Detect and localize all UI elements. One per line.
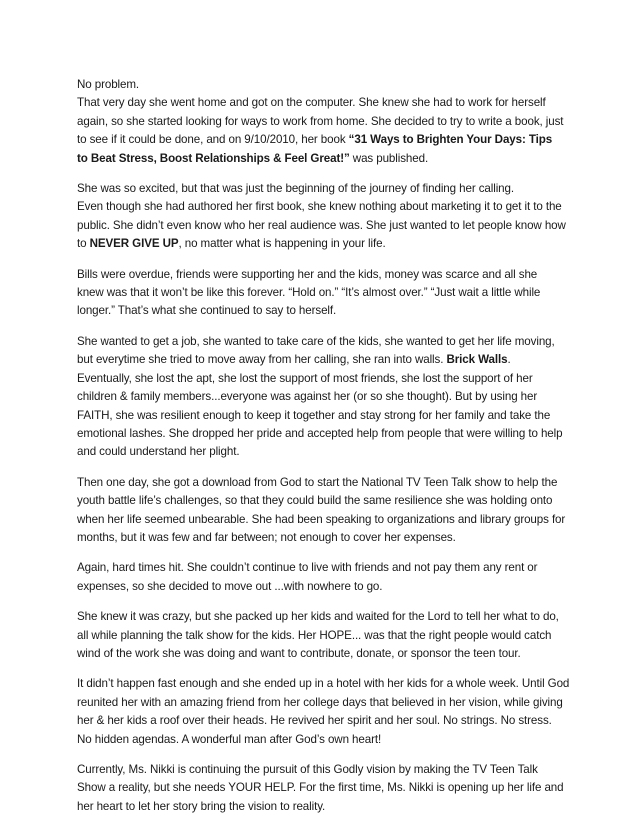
text-run: , no matter what is happening in your life. <box>178 237 386 251</box>
text-run: reunited her with an amazing friend from her college days that believed in her vision, while giving <box>77 695 563 709</box>
text-run: to see if it could be done, and on 9/10/2010, her book <box>77 133 349 147</box>
text-run: was published. <box>349 151 429 165</box>
text-line <box>77 351 577 369</box>
text-line <box>77 370 577 388</box>
text-line <box>77 180 577 198</box>
text-run: That very day she went home and got on the computer. She knew she had to work for herself <box>77 96 546 110</box>
text-run: longer.” That’s what she continued to say to herself. <box>77 304 337 318</box>
text-run: but everytime she tried to move away from her calling, she ran into walls. <box>77 353 447 367</box>
text-line <box>77 627 577 645</box>
text-run: Even though she had authored her first book, she knew nothing about marketing it to get it to the <box>77 200 562 214</box>
text-run: No hidden agendas. A wonderful man after God’s own heart! <box>77 732 382 746</box>
text-line <box>77 645 577 663</box>
text-line <box>77 235 577 253</box>
text-line <box>77 407 577 425</box>
text-line <box>77 217 577 235</box>
text-line <box>77 492 577 510</box>
bold-text: NEVER GIVE UP <box>89 237 179 251</box>
text-run: wind of the work she was doing and want to contribute, donate, or sponsor the teen tour. <box>77 646 521 660</box>
text-run: when her life seemed unbearable. She had been speaking to organizations and library groups for <box>77 512 566 526</box>
text-line <box>77 731 577 749</box>
text-line <box>77 284 577 302</box>
text-line <box>77 798 577 816</box>
bold-text: Brick Walls <box>446 353 508 367</box>
paragraph <box>77 675 577 749</box>
text-run: FAITH, she was resilient enough to keep it together and stay strong for her family and take the <box>77 408 551 422</box>
text-run: emotional lashes. She dropped her pride and accepted help from people that were willing to help <box>77 426 563 440</box>
text-line <box>77 559 577 577</box>
text-run: knew was that it won’t be like this forever. “Hold on.” “It’s almost over.” “Just wait a little while <box>77 286 541 300</box>
text-line <box>77 333 577 351</box>
text-run: all while planning the talk show for the kids. Her HOPE... was that the right people would catch <box>77 628 552 642</box>
text-line <box>77 76 577 94</box>
text-line <box>77 529 577 547</box>
text-run: She was so excited, but that was just the beginning of the journey of finding her calling. <box>77 182 514 196</box>
text-run: again, so she started looking for ways to work from home. She decided to try to write a book, just <box>77 114 564 128</box>
text-line <box>77 608 577 626</box>
text-line <box>77 511 577 529</box>
text-line <box>77 712 577 730</box>
text-run: to <box>77 237 90 251</box>
text-run: her & her kids a roof over their heads. He revived her spirit and her soul. No strings. No stress. <box>77 714 552 728</box>
text-run: public. She didn’t even know who her real audience was. She just wanted to let people know how <box>77 218 566 232</box>
text-run: Then one day, she got a download from God to start the National TV Teen Talk show to help the <box>77 475 558 489</box>
text-line <box>77 578 577 596</box>
paragraph <box>77 76 577 168</box>
text-run: She wanted to get a job, she wanted to take care of the kids, she wanted to get her life moving, <box>77 334 555 348</box>
paragraph <box>77 761 577 816</box>
text-run: and could understand her plight. <box>77 445 240 459</box>
text-run: . <box>507 353 511 367</box>
text-line <box>77 694 577 712</box>
text-run: Eventually, she lost the apt, she lost the support of most friends, she lost the support of her <box>77 371 533 385</box>
text-run: months, but it was few and far between; not enough to cover her expenses. <box>77 530 456 544</box>
text-run: Bills were overdue, friends were supporting her and the kids, money was scarce and all she <box>77 267 538 281</box>
paragraph <box>77 559 577 596</box>
text-line <box>77 150 577 168</box>
text-run: expenses, so she decided to move out ...with nowhere to go. <box>77 579 383 593</box>
text-line <box>77 113 577 131</box>
text-line <box>77 761 577 779</box>
document-body <box>77 76 577 828</box>
paragraph <box>77 266 577 321</box>
text-line <box>77 94 577 112</box>
paragraph <box>77 608 577 663</box>
text-run: Currently, Ms. Nikki is continuing the pursuit of this Godly vision by making the TV Teen Talk <box>77 763 538 776</box>
text-line <box>77 388 577 406</box>
text-line <box>77 302 577 320</box>
text-line <box>77 474 577 492</box>
text-line <box>77 675 577 693</box>
text-line <box>77 425 577 443</box>
text-line <box>77 443 577 461</box>
bold-text: “31 Ways to Brighten Your Days: Tips <box>348 133 553 147</box>
text-line <box>77 131 577 149</box>
text-run: No problem. <box>77 78 140 91</box>
text-run: children & family members...everyone was against her (or so she thought). But by using her <box>77 390 538 404</box>
text-run: her heart to let her story bring the vision to reality. <box>77 799 326 813</box>
bold-text: to Beat Stress, Boost Relationships & Feel Great!” <box>77 151 350 165</box>
paragraph <box>77 474 577 548</box>
text-run: It didn’t happen fast enough and she ended up in a hotel with her kids for a whole week. Until God <box>77 677 570 691</box>
text-line <box>77 779 577 797</box>
text-run: Show a reality, but she needs YOUR HELP. For the first time, Ms. Nikki is opening up her life and <box>77 781 564 795</box>
text-run: youth battle life’s challenges, so that they could build the same resilience she was holding onto <box>77 494 553 508</box>
paragraph <box>77 333 577 462</box>
text-run: She knew it was crazy, but she packed up her kids and waited for the Lord to tell her what to do, <box>77 610 559 624</box>
text-run: Again, hard times hit. She couldn’t continue to live with friends and not pay them any rent or <box>77 561 538 575</box>
text-line <box>77 266 577 284</box>
text-line <box>77 198 577 216</box>
paragraph <box>77 180 577 254</box>
